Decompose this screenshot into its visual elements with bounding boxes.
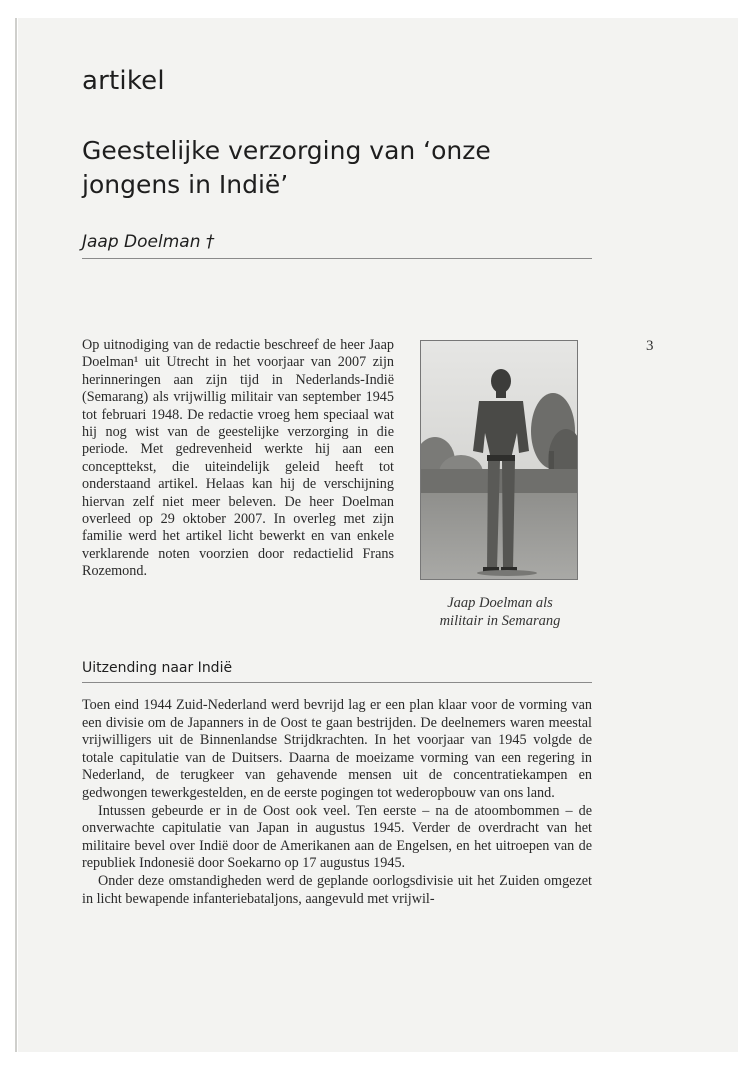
- page-number: 3: [646, 338, 654, 354]
- body-text: [82, 697, 592, 908]
- body-paragraph: Onder deze omstandigheden werd de geplande oorlogsdivisie uit het Zuiden omgezet in licht bewapende infanteriebataljons, aangevuld met vrijwil-: [82, 872, 592, 907]
- body-paragraph: Toen eind 1944 Zuid-Nederland werd bevrijd lag er een plan klaar voor de vorming van een divisie om de Japanners in de Oost te gaan bestrijden. De deelnemers waren meestal vrijwilligers uit de Binnenlandse Strijdkrachten. In het voorjaar van 1945 volgde de totale capitulatie van de Duitsers. Daarna de moeizame vorming van een regering in Nederland, de terugkeer van gehavende mensen uit de concentratiekampen en gedwongen tewerkgestelden, en de eerste pogingen tot wederopbouw van ons land.: [82, 697, 592, 801]
- body-paragraph: Intussen gebeurde er in de Oost ook veel. Ten eerste – na de atoombommen – de onverwachte capitulatie van Japan in augustus 1945. Verder de overdracht van het militaire bevel over Indië door de Amerikanen aan de Engelsen, en het uitroepen van de republiek Indonesië door Soekarno op 17 augustus 1945.: [82, 802, 592, 872]
- caption-line-1: Jaap Doelman als: [447, 595, 553, 611]
- section-label: artikel: [82, 66, 165, 96]
- photo-caption: [405, 594, 595, 630]
- section-divider: [82, 682, 592, 683]
- intro-paragraph: Op uitnodiging van de redactie beschreef de heer Jaap Doelman¹ uit Utrecht in het voorjaar van 2007 zijn herinneringen aan zijn tijd in Nederlands-Indië (Semarang) als vrijwillig militair van september 1945 tot februari 1948. De redactie vroeg hem speciaal wat hij nog wist van de geestelijke verzorging in die periode. Met gedrevenheid werkte hij aan een concepttekst, die uiteindelijk geleid heeft tot onderstaand artikel. Helaas kan hij de verschijning hiervan zelf niet meer beleven. De heer Doelman overleed op 29 oktober 2007. In overleg met zijn familie werd het artikel licht bewerkt en van enkele verklarende noten voorzien door redactielid Frans Rozemond.: [82, 337, 394, 580]
- section-heading: Uitzending naar Indië: [82, 660, 233, 676]
- author-photo: [420, 340, 578, 580]
- article-author: Jaap Doelman †: [82, 232, 215, 252]
- binding-edge: [15, 18, 17, 1052]
- caption-line-2: militair in Semarang: [439, 613, 561, 629]
- article-title: Geestelijke verzorging van ‘onze jongens in Indië’: [82, 136, 491, 199]
- author-divider: [82, 258, 592, 259]
- soldier-photo-illustration: [421, 341, 577, 579]
